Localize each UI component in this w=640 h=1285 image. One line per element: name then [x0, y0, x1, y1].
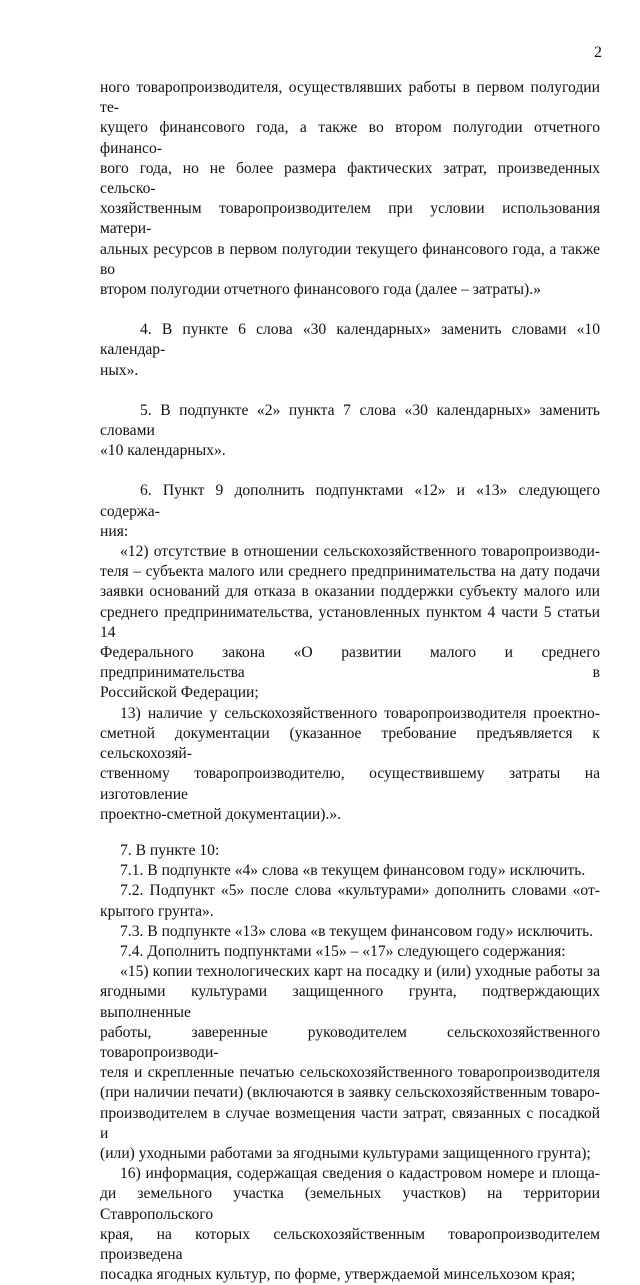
text-line: теля – субъекта малого или среднего предпринимательства на дату подачи — [100, 563, 600, 581]
paragraph-item-4 — [100, 320, 600, 381]
paragraph-item-7-1 — [100, 861, 600, 881]
paragraph-item-7-2 — [100, 881, 600, 921]
text-line: теля и скрепленные печатью сельскохозяйственного товаропроизводителя — [100, 1064, 600, 1082]
text-line: сметной документации (указанное требование предъявляется к сельскохозяй- — [100, 724, 600, 763]
text-line: крытого грунта». — [100, 902, 214, 920]
text-line: втором полугодии отчетного финансового года (далее – затраты).» — [100, 281, 541, 299]
paragraph-subitem-16 — [100, 1164, 600, 1285]
page-number: 2 — [594, 44, 602, 61]
text-line: ного товаропроизводителя, осуществлявших работы в первом полугодии те- — [100, 79, 600, 117]
paragraph-subitem-12 — [100, 542, 600, 704]
text-line: 4. В пункте 6 слова «30 календарных» заменить словами «10 календар- — [100, 321, 600, 359]
text-line: Российской Федерации; — [100, 684, 259, 702]
paragraph-item-5 — [100, 401, 600, 462]
paragraph-item-7 — [100, 841, 600, 861]
paragraph-item-7-3 — [100, 922, 600, 942]
paragraph-item-7-4 — [100, 942, 600, 962]
text-line: хозяйственным товаропроизводителем при условии использования матери- — [100, 200, 600, 238]
text-line: ния: — [100, 522, 129, 540]
text-line: 7.4. Дополнить подпунктами «15» – «17» следующего содержания: — [120, 942, 566, 960]
paragraph-continuation — [100, 78, 600, 300]
text-line: производителем в случае возмещения части затрат, связанных с посадкой и — [100, 1104, 600, 1142]
text-line: ственному товаропроизводителю, осуществившему затраты на изготовление — [100, 765, 600, 803]
text-line: Федерального закона «О развитии малого и среднего предпринимательства в — [100, 644, 600, 682]
text-line: среднего предпринимательства, установленных пунктом 4 части 5 статьи 14 — [100, 603, 600, 641]
document-body — [100, 78, 600, 1285]
text-line: 5. В подпункте «2» пункта 7 слова «30 календарных» заменить словами — [100, 401, 600, 440]
text-line: «15) копии технологических карт на посадку и (или) уходные работы за — [120, 963, 600, 981]
text-line: проектно-сметной документации).». — [100, 805, 342, 823]
text-line: вого года, но не более размера фактических затрат, произведенных сельско- — [100, 159, 600, 198]
paragraph-item-6 — [100, 481, 600, 542]
text-line: ных». — [100, 361, 139, 379]
text-line: края, на которых сельскохозяйственным товаропроизводителем произведена — [100, 1225, 600, 1263]
text-line: 7.3. В подпункте «13» слова «в текущем финансовом году» исключить. — [120, 922, 594, 940]
text-line: «10 календарных». — [100, 442, 226, 460]
text-line: (или) уходными работами за ягодными культурами защищенного грунта); — [100, 1144, 591, 1162]
text-line: ди земельного участка (земельных участков) на территории Ставропольского — [100, 1185, 600, 1223]
text-line: посадка ягодных культур, по форме, утверждаемой минсельхозом края; — [100, 1266, 576, 1284]
text-line: заявки оснований для отказа в оказании поддержки субъекту малого или — [100, 583, 600, 601]
text-line: работы, заверенные руководителем сельскохозяйственного товаропроизводи- — [100, 1023, 600, 1061]
text-line: ягодными культурами защищенного грунта, подтверждающих выполненные — [100, 983, 600, 1021]
text-line: 7. В пункте 10: — [120, 841, 220, 859]
text-line: альных ресурсов в первом полугодии текущего финансового года, а также во — [100, 240, 600, 278]
text-line: кущего финансового года, а также во втором полугодии отчетного финансо- — [100, 119, 600, 157]
text-line: 6. Пункт 9 дополнить подпунктами «12» и «13» следующего содержа- — [100, 482, 600, 520]
paragraph-subitem-13 — [100, 704, 600, 825]
text-line: 7.2. Подпункт «5» после слова «культурами» дополнить словами «от- — [120, 882, 600, 900]
paragraph-subitem-15 — [100, 962, 600, 1164]
text-line: (при наличии печати) (включаются в заявку сельскохозяйственным товаро- — [100, 1084, 600, 1102]
text-line: 16) информация, содержащая сведения о кадастровом номере и площа- — [120, 1165, 600, 1183]
text-line: 13) наличие у сельскохозяйственного товаропроизводителя проектно- — [120, 704, 600, 722]
text-line: 7.1. В подпункте «4» слова «в текущем финансовом году» исключить. — [120, 862, 586, 880]
text-line: «12) отсутствие в отношении сельскохозяйственного товаропроизводи- — [120, 543, 600, 561]
